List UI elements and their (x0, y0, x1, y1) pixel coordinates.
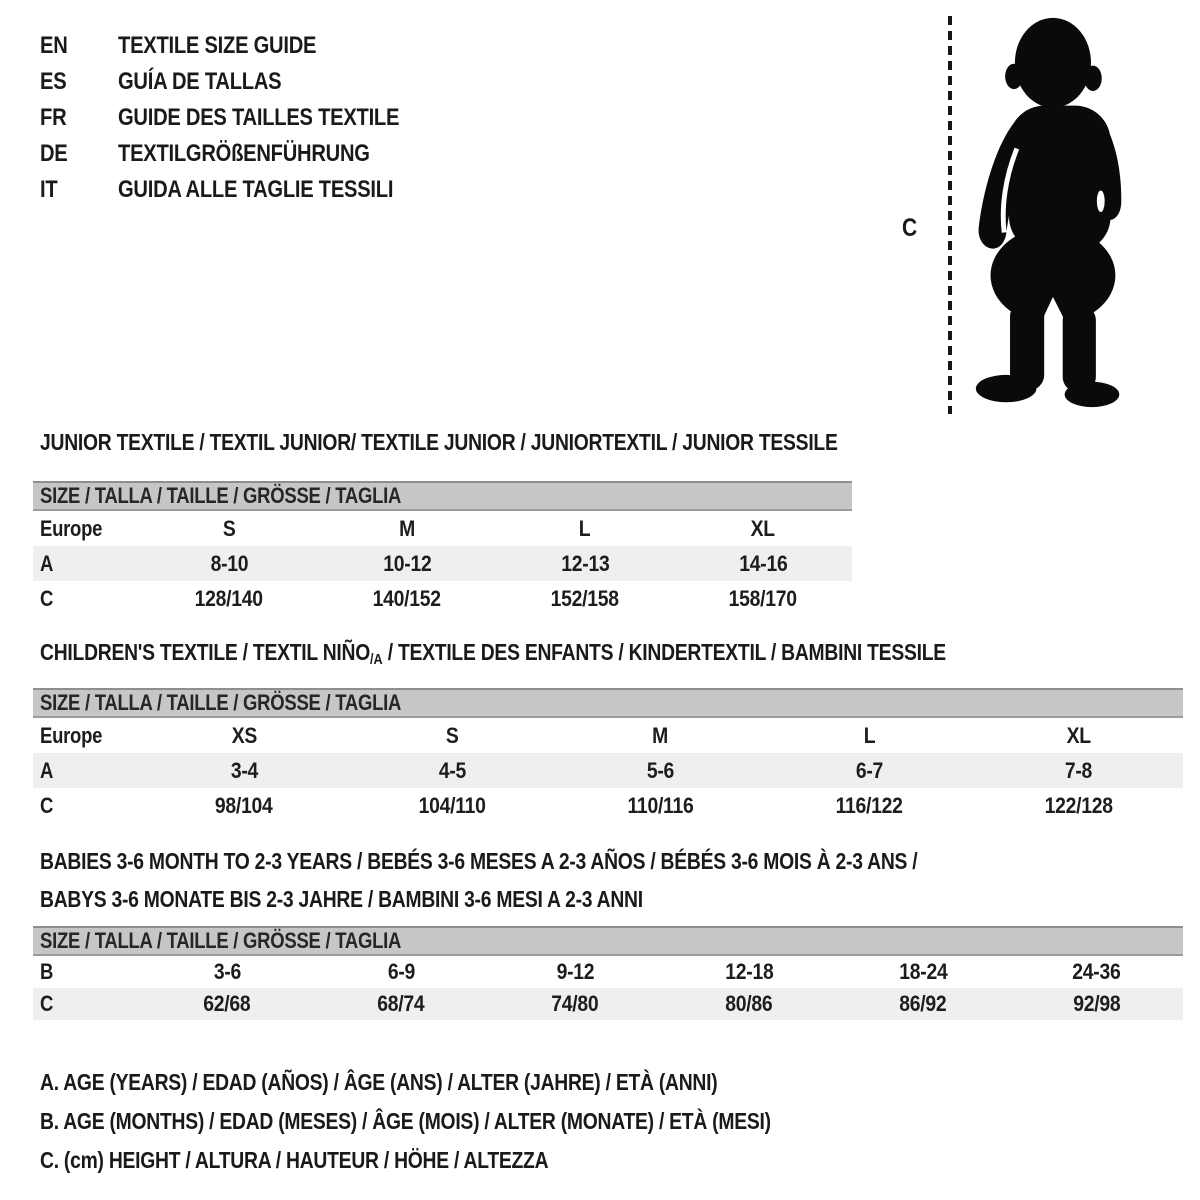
table-row-europe (33, 717, 1183, 753)
row-label: A (33, 546, 140, 581)
table-header-row (33, 689, 1183, 717)
junior-section-title: JUNIOR TEXTILE / TEXTIL JUNIOR/ TEXTILE JUNIOR / JUNIORTEXTIL / JUNIOR TESSILE (40, 429, 838, 455)
row-label: C (40, 585, 54, 611)
legend-footnotes (40, 1063, 910, 1180)
size-header-cell: SIZE / TALLA / TAILLE / GRÖSSE / TAGLIA (33, 927, 1183, 955)
children-section-title: CHILDREN'S TEXTILE / TEXTIL $NIÑO_{/A}$ / TEXTILE DES ENFANTS / KINDERTEXTIL / BAMBINI TESSILE (40, 639, 946, 668)
size-cell: 140/152 (372, 585, 442, 611)
language-code: IT (40, 176, 58, 203)
language-row-es (40, 64, 453, 100)
size-cell: M (652, 722, 669, 748)
language-title: GUÍA DE TALLAS (118, 68, 282, 95)
table-row-height (33, 788, 1183, 823)
size-cell: 6-7 (765, 753, 974, 788)
language-title-block (40, 28, 453, 208)
toddler-silhouette-icon (958, 12, 1144, 412)
size-cell: S (222, 515, 236, 541)
size-cell: 6-9 (387, 959, 415, 984)
language-title: GUIDA ALLE TAGLIE TESSILI (118, 176, 394, 203)
size-cell: XL (1066, 722, 1091, 748)
size-cell: 128/140 (194, 585, 264, 611)
table-header-row (33, 927, 1183, 955)
size-cell: 3-6 (213, 959, 241, 984)
nino-a-subscript: /A (370, 651, 383, 668)
size-cell: S (445, 722, 459, 748)
table-row-height (33, 988, 1183, 1020)
size-cell: 98/104 (215, 792, 273, 818)
footnote-height-cm: C. (cm) HEIGHT / ALTURA / HAUTEUR / HÖHE / ALTEZZA (40, 1147, 549, 1173)
size-cell: 152/158 (550, 585, 620, 611)
table-header-row (33, 482, 852, 510)
language-row-fr (40, 100, 453, 136)
language-code: FR (40, 104, 67, 131)
size-cell: 110/116 (627, 792, 694, 818)
size-cell: M (399, 515, 415, 541)
size-cell: 18-24 (898, 959, 948, 984)
size-cell: 74/80 (488, 988, 662, 1020)
size-cell: 9-12 (556, 959, 594, 984)
junior-size-table (33, 481, 852, 616)
height-measure-dashed-line (948, 16, 952, 414)
size-cell: XL (750, 515, 776, 541)
size-cell: 10-12 (318, 546, 496, 581)
row-label: C (33, 988, 140, 1020)
language-row-it (40, 172, 453, 208)
language-row-de (40, 136, 453, 172)
language-code: EN (40, 32, 68, 59)
row-label: Europe (40, 722, 103, 748)
size-cell: 92/98 (1010, 988, 1183, 1020)
row-label: B (40, 959, 54, 984)
language-code: ES (40, 68, 67, 95)
size-cell: 68/74 (314, 988, 488, 1020)
size-header-cell: SIZE / TALLA / TAILLE / GRÖSSE / TAGLIA (33, 482, 852, 510)
height-dimension-label: C (902, 214, 917, 242)
size-cell: L (863, 722, 876, 748)
table-row-age (33, 753, 1183, 788)
children-size-table (33, 688, 1183, 823)
size-cell: 14-16 (674, 546, 852, 581)
language-title: TEXTILGRÖßENFÜHRUNG (118, 140, 370, 167)
language-title: GUIDE DES TAILLES TEXTILE (118, 104, 400, 131)
table-row-height (33, 581, 852, 616)
table-row-europe (33, 510, 852, 546)
table-row-age (33, 546, 852, 581)
size-cell: 86/92 (836, 988, 1010, 1020)
language-code: DE (40, 140, 68, 167)
size-cell: 5-6 (556, 753, 765, 788)
size-cell: 12-13 (496, 546, 674, 581)
size-cell: 8-10 (140, 546, 318, 581)
size-cell: 12-18 (724, 959, 774, 984)
footnote-age-years: A. AGE (YEARS) / EDAD (AÑOS) / ÂGE (ANS) / ALTER (JAHRE) / ETÀ (ANNI) (40, 1069, 718, 1095)
size-cell: 80/86 (662, 988, 836, 1020)
size-cell: 158/170 (728, 585, 798, 611)
row-label: A (33, 753, 140, 788)
size-cell: 104/110 (418, 792, 486, 818)
footnote-age-months: B. AGE (MONTHS) / EDAD (MESES) / ÂGE (MOIS) / ALTER (MONATE) / ETÀ (MESI) (40, 1108, 771, 1134)
babies-section-title: BABIES 3-6 MONTH TO 2-3 YEARS / BEBÉS 3-6 MESES A 2-3 AÑOS / BÉBÉS 3-6 MOIS À 2-3 ANS / BABYS 3-6 MONATE BIS 2-3 JAHRE / BAMBINI 3-6 MESI A 2-3 ANNI (40, 848, 918, 912)
size-header-cell: SIZE / TALLA / TAILLE / GRÖSSE / TAGLIA (33, 689, 1183, 717)
size-cell: L (579, 515, 591, 541)
size-cell: 122/128 (1044, 792, 1113, 818)
row-label: Europe (40, 515, 103, 541)
size-cell: 4-5 (348, 753, 556, 788)
size-cell: 62/68 (140, 988, 314, 1020)
size-cell: 24-36 (1072, 959, 1121, 984)
babies-size-table (33, 926, 1183, 1020)
size-cell: 7-8 (974, 753, 1183, 788)
size-cell: 116/122 (835, 792, 904, 818)
table-row-months (33, 955, 1183, 988)
language-row-en (40, 28, 453, 64)
size-cell: XS (231, 722, 257, 748)
size-cell: 3-4 (140, 753, 348, 788)
row-label: C (40, 792, 54, 818)
language-title: TEXTILE SIZE GUIDE (118, 32, 317, 59)
